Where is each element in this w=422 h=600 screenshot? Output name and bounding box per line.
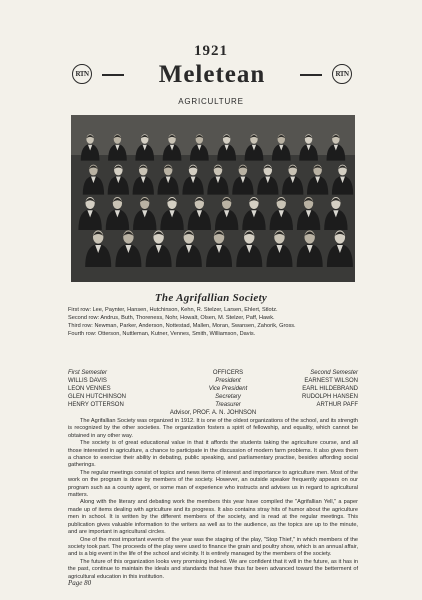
dash-right: [300, 74, 322, 76]
paragraph: The society is of great educational value in that it affords the students taking the agriculture course, and all those interested in agriculture, a chance to participate in the discussion of modern farm problems. It also gives them a chance to exercise their ability in debating, public speaking, and parliamentary practise, besides affording social gatherings.: [68, 440, 358, 469]
paragraph: One of the most important events of the year was the staging of the play, "Stop Thief," in which members of the society took part. The proceeds of the play were used to finance the grain and poultry show, which is an annual affair, and is a big event in the life of the school and vicinity. It is entirely managed by the members of the society.: [68, 536, 358, 558]
society-description: [68, 418, 358, 581]
officer-first-semester: LEON VENNES: [68, 386, 111, 392]
first-semester-heading: First Semester: [68, 370, 108, 376]
member-row-names: Newman, Parker, Anderson, Nottestad, Mallen, Moran, Swansen, Zahorik, Gross.: [94, 323, 296, 329]
paragraph: Along with the literary and debating work the members this year have compiled the "Agrifallian Yell," a paper made up of items dealing with agriculture and its progress. It also contains stray hits of humor about the agriculture men in school. It is written by the different members of the society, and is read at the regular meetings. This publication gives valuable information to the writers as well as to the audience, as the topics are up to the minute, and are important in agricultural circles.: [68, 499, 358, 536]
officer-second-semester: EARL HILDEBRAND: [302, 386, 358, 392]
officers-heading: OFFICERS: [212, 370, 244, 376]
officer-first-semester: HENRY OTTERSON: [68, 402, 124, 408]
section-heading: AGRICULTURE: [178, 97, 244, 106]
officer-title: Secretary: [215, 394, 241, 400]
officers-header: [68, 369, 358, 377]
member-row-3: [68, 322, 358, 330]
group-photo: [71, 115, 355, 282]
member-row-names: Otterson, Nuttleman, Kutner, Vennes, Smith, Williamson, Davis.: [97, 331, 256, 337]
officer-title: President: [215, 378, 241, 384]
title-banner: [72, 60, 352, 90]
officer-second-semester: ARTHUR PAFF: [316, 402, 358, 408]
member-row-label: Second row:: [68, 315, 100, 321]
member-row-names: Andrus, Buth, Thoreness, Nohr, Howalt, Olsen, M. Stelzer, Paff, Hawk.: [100, 315, 275, 321]
member-row-label: Third row:: [68, 323, 93, 329]
paragraph: The regular meetings consist of topics and news items of interest and importance to agriculture men. Most of the work on the program is done by members of the society. However, an outside speaker frequently appears on our program such as a county agent, or some man of experience who instructs and advises us in regard to agricultural matters.: [68, 469, 358, 499]
second-semester-heading: Second Semester: [310, 370, 358, 376]
member-row-label: Fourth row:: [68, 331, 97, 337]
member-row-1: [68, 306, 358, 314]
yearbook-title: Meletean: [158, 61, 266, 88]
officer-row: [68, 401, 358, 409]
society-name: The Agrifallian Society: [154, 292, 268, 304]
paragraph: The Agrifallian Society was organized in 1912. It is one of the oldest organizations of the school, and its strength is recognized by the other societies. The organization fosters a spirit of fellowship, and equality, which cannot be obtained in any other way.: [68, 418, 358, 439]
officer-title: Treasurer: [215, 402, 241, 408]
officer-first-semester: WILLIS DAVIS: [68, 378, 107, 384]
officer-second-semester: RUDOLPH HANSEN: [301, 394, 358, 400]
monogram-logo-left: RTN: [72, 64, 92, 84]
officer-row: [68, 385, 358, 393]
group-photo-image: [71, 115, 355, 282]
paragraph: The future of this organization looks very promising indeed. We are confident that it will in the future, as it has in the past, continue to maintain the ideals and standards that have thus far been advanced toward the betterment of agricultural education in this institution.: [68, 558, 358, 580]
officer-title: Vice President: [208, 386, 248, 392]
officer-second-semester: EARNEST WILSON: [304, 378, 358, 384]
member-row-4: [68, 330, 358, 338]
officer-first-semester: GLEN HUTCHINSON: [68, 394, 127, 400]
year-heading: 1921: [194, 43, 228, 59]
monogram-logo-right: RTN: [332, 64, 352, 84]
advisor-line: Advisor, PROF. A. N. JOHNSON: [169, 410, 257, 416]
dash-left: [102, 74, 124, 76]
member-row-names: Lee, Paynter, Hansen, Hutchinson, Kehn, R. Stelzer, Larsen, Ehlert, Stlotz.: [92, 307, 278, 313]
officer-row: [68, 393, 358, 401]
officers-table: [68, 369, 358, 417]
member-row-2: [68, 314, 358, 322]
member-row-label: First row:: [68, 307, 91, 313]
page-number: Page 80: [68, 579, 92, 587]
member-rows: [68, 306, 358, 338]
officer-row: [68, 377, 358, 385]
